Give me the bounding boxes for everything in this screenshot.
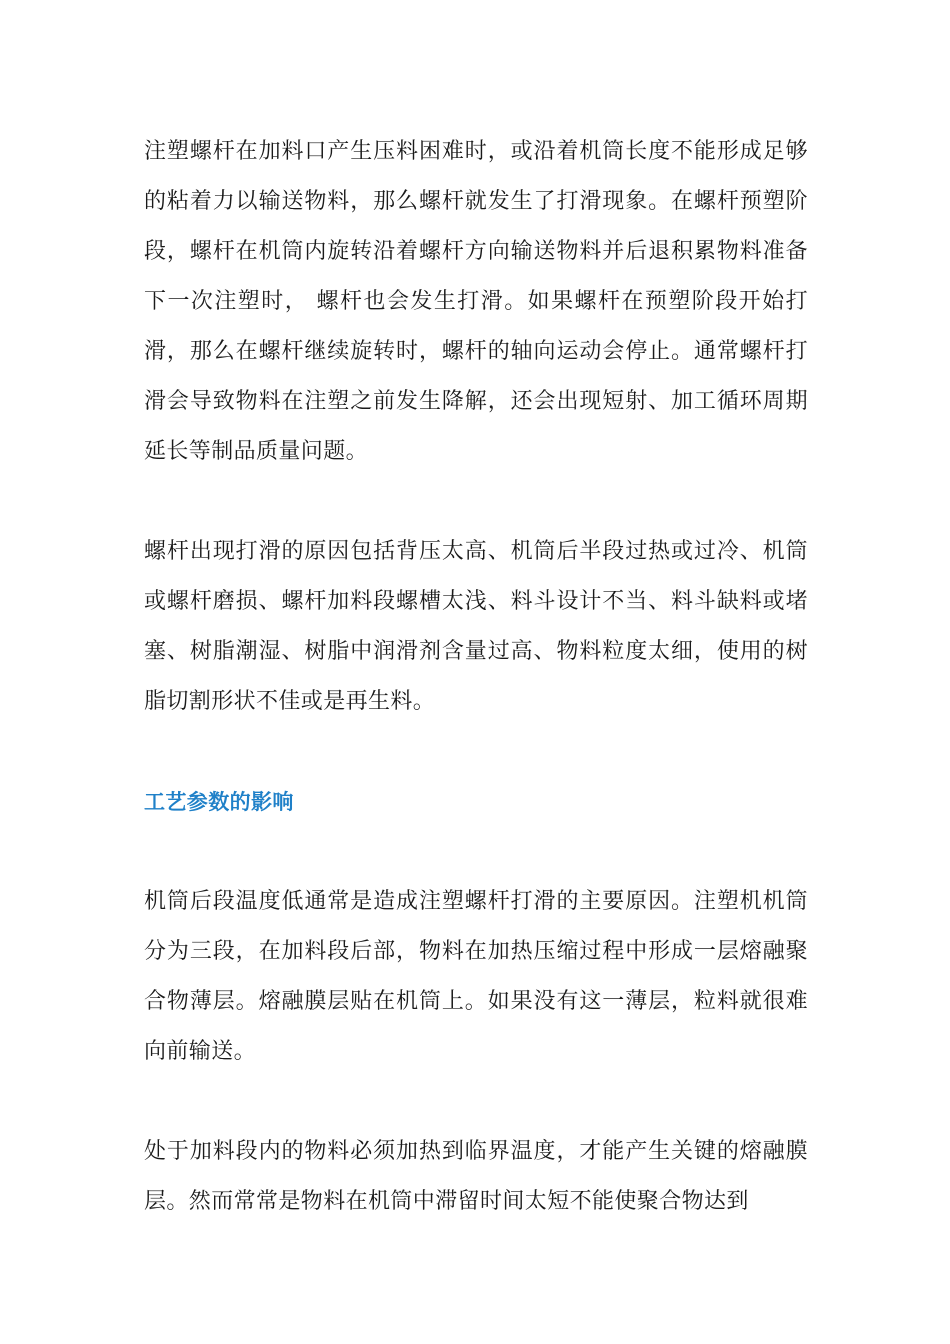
paragraph-screw-slip-causes: 螺杆出现打滑的原因包括背压太高、机筒后半段过热或过冷、机筒或螺杆磨损、螺杆加料段螺槽太浅、料斗设计不当、料斗缺料或堵塞、树脂潮湿、树脂中润滑剂含量过高、物料粒度太细，使用的树脂切割形状不佳或是再生料。 [144,539,808,714]
paragraph-barrel-temperature: 机筒后段温度低通常是造成注塑螺杆打滑的主要原因。注塑机机筒分为三段，在加料段后部，物料在加热压缩过程中形成一层熔融聚合物薄层。熔融膜层贴在机筒上。如果没有这一薄层，粒料就很难向前输送。 [144,889,808,1064]
paragraph-critical-temperature: 处于加料段内的物料必须加热到临界温度，才能产生关键的熔融膜层。然而常常是物料在机筒中滞留时间太短不能使聚合物达到 [144,1139,808,1214]
document-body [144,127,808,1227]
paragraph-screw-slip-definition: 注塑螺杆在加料口产生压料困难时，或沿着机筒长度不能形成足够的粘着力以输送物料，那么螺杆就发生了打滑现象。在螺杆预塑阶段，螺杆在机筒内旋转沿着螺杆方向输送物料并后退积累物料准备下一次注塑时， 螺杆也会发生打滑。如果螺杆在预塑阶段开始打滑，那么在螺杆继续旋转时，螺杆的轴向运动会停止。通常螺杆打滑会导致物料在注塑之前发生降解，还会出现短射、加工循环周期延长等制品质量问题。 [144,139,808,464]
section-heading-process-parameters: 工艺参数的影响 [144,790,294,814]
